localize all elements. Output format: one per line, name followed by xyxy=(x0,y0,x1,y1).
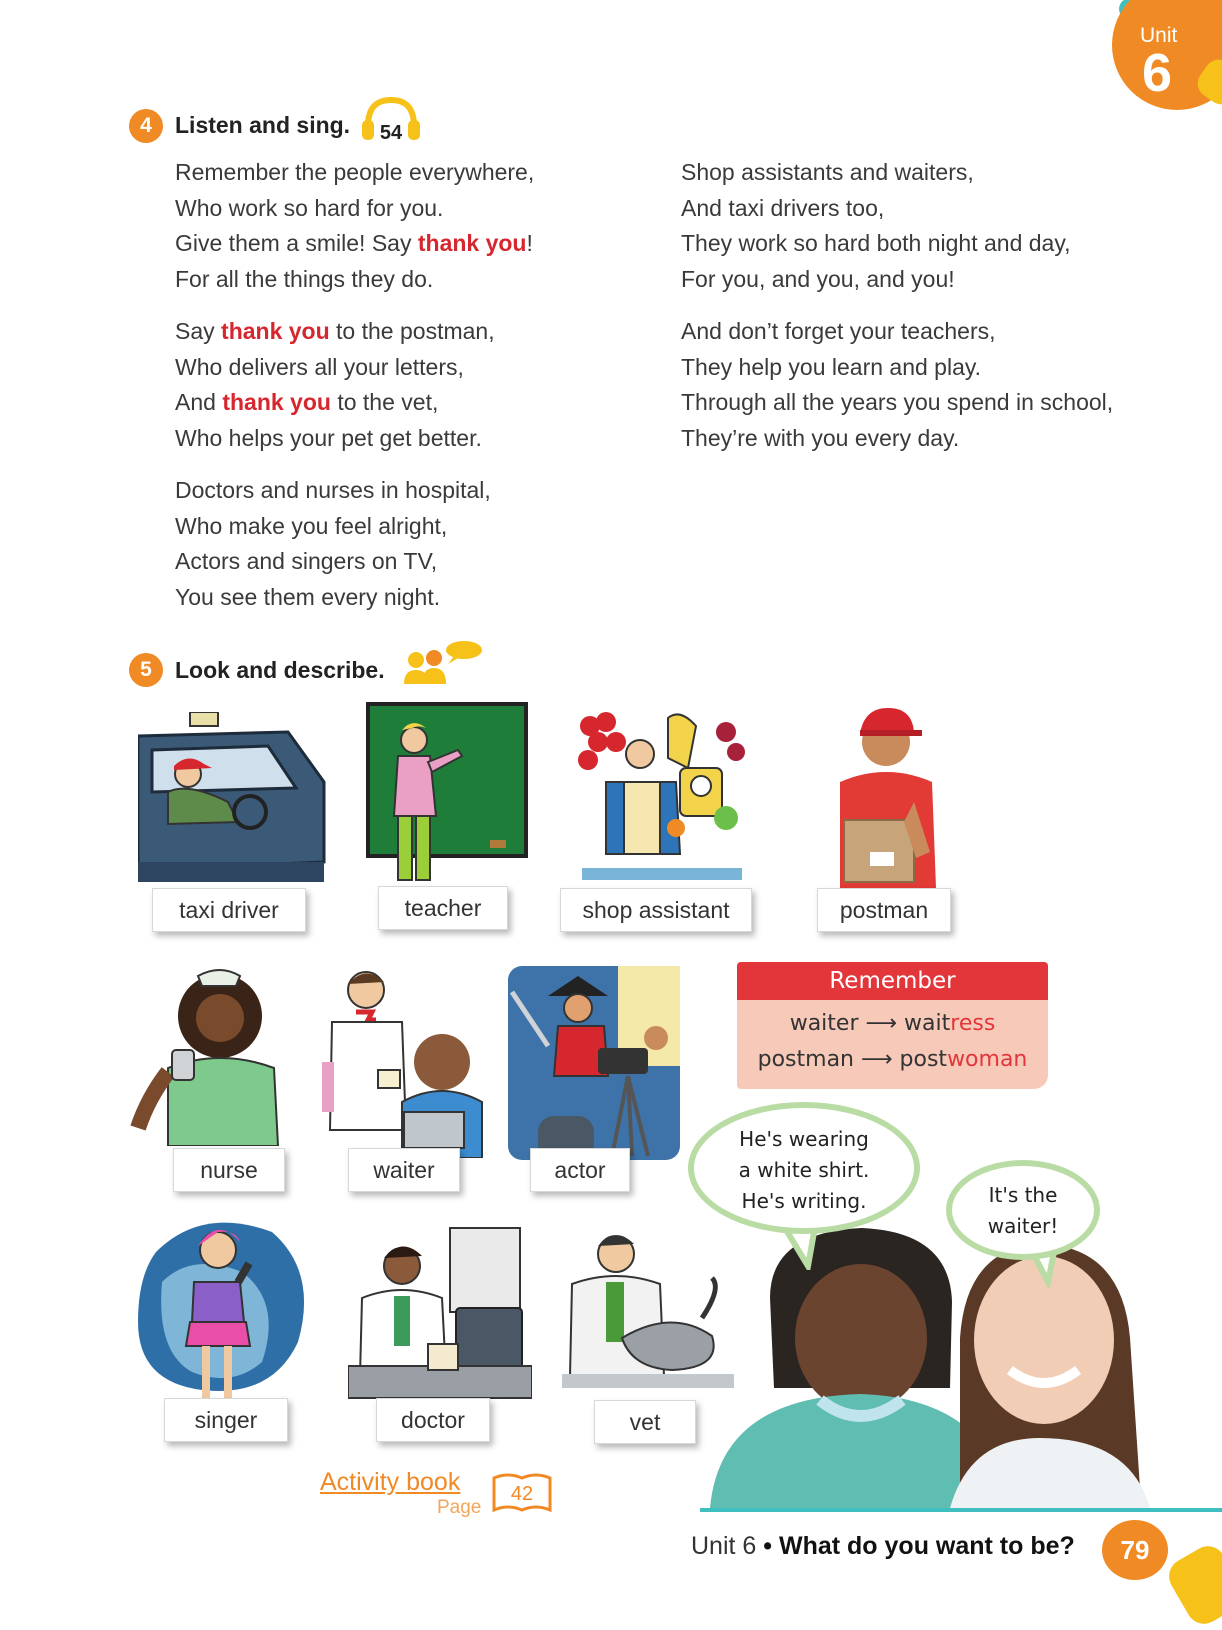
nurse-illustration xyxy=(128,958,294,1146)
song-line: For all the things they do. xyxy=(175,265,434,292)
song-line: Give them a smile! Say thank you! xyxy=(175,230,533,256)
song-line: They’re with you every day. xyxy=(681,424,960,451)
song-line: Who delivers all your letters, xyxy=(175,353,464,380)
song-line: Doctors and nurses in hospital, xyxy=(175,477,491,503)
label-postman: postman xyxy=(817,888,951,932)
label-doctor: doctor xyxy=(376,1398,490,1442)
singer-illustration xyxy=(132,1212,310,1398)
section-5-number: 5 xyxy=(129,653,163,687)
song-line: You see them every night. xyxy=(175,583,441,610)
remember-line-postman: postman ⟶ postwoman xyxy=(757,1047,1028,1072)
remember-title: Remember xyxy=(737,962,1048,1000)
label-shop-assistant: shop assistant xyxy=(560,888,752,932)
song-line: They help you learn and play. xyxy=(681,353,982,380)
song-stanza-3 xyxy=(175,473,615,615)
song-stanza-2 xyxy=(175,314,615,456)
arrow-icon: ⟶ xyxy=(865,1011,898,1036)
song-line: For you, and you, and you! xyxy=(681,265,955,292)
song-line: Say thank you to the postman, xyxy=(175,318,495,344)
pair-talk-icon xyxy=(402,638,484,688)
shop-assistant-illustration xyxy=(576,708,746,884)
speech-bubble-girl: It's the waiter! xyxy=(946,1160,1100,1260)
song-line: Who helps your pet get better. xyxy=(175,424,482,451)
label-teacher: teacher xyxy=(378,886,508,930)
footer-divider xyxy=(700,1508,1222,1512)
label-nurse: nurse xyxy=(173,1148,285,1192)
label-vet: vet xyxy=(594,1400,696,1444)
song-stanza-5 xyxy=(681,314,1161,456)
arrow-icon: ⟶ xyxy=(861,1047,893,1072)
section-5-title: Look and describe. xyxy=(175,657,385,683)
song-line: And don’t forget your teachers, xyxy=(681,318,996,344)
audio-track-number: 54 xyxy=(379,122,403,144)
song-line: And thank you to the vet, xyxy=(175,389,439,415)
remember-box xyxy=(737,962,1048,1089)
page-number: 79 xyxy=(1102,1520,1168,1580)
book-icon xyxy=(492,1470,552,1512)
song-line: Who work so hard for you. xyxy=(175,194,444,221)
song-line: Shop assistants and waiters, xyxy=(681,159,974,185)
song-line: They work so hard both night and day, xyxy=(681,230,1071,256)
vet-illustration xyxy=(562,1218,734,1394)
section-4-title: Listen and sing. xyxy=(175,112,351,138)
actor-illustration xyxy=(508,966,680,1160)
highlight-thank-you: thank you xyxy=(221,318,330,344)
waiter-illustration xyxy=(318,962,486,1158)
unit-label: Unit xyxy=(1140,24,1178,47)
remember-line-waiter: waiter ⟶ waitress xyxy=(789,1011,996,1036)
unit-number: 6 xyxy=(1142,43,1173,103)
postman-illustration xyxy=(804,702,956,888)
song-line: Who make you feel alright, xyxy=(175,512,448,539)
song-line: Through all the years you spend in school, xyxy=(681,389,1114,415)
activity-book-page-number: 42 xyxy=(510,1483,534,1505)
label-singer: singer xyxy=(164,1398,288,1442)
song-stanza-1 xyxy=(175,155,615,297)
highlight-thank-you: thank you xyxy=(417,230,527,256)
speech-bubble-boy: He's wearing a white shirt. He's writing. xyxy=(688,1102,920,1234)
activity-book-link[interactable]: Activity book xyxy=(320,1468,461,1496)
activity-book-page-label: Page xyxy=(437,1497,482,1518)
label-actor: actor xyxy=(530,1148,630,1192)
label-waiter: waiter xyxy=(348,1148,460,1192)
doctor-illustration xyxy=(348,1226,532,1402)
teacher-illustration xyxy=(358,700,530,884)
song-line: Remember the people everywhere, xyxy=(175,159,535,185)
song-line: Actors and singers on TV, xyxy=(175,548,438,574)
decorative-yellow-shape xyxy=(1163,1540,1222,1630)
section-4-number: 4 xyxy=(129,109,163,143)
audio-track-icon[interactable] xyxy=(360,96,422,146)
highlight-thank-you: thank you xyxy=(222,389,331,415)
song-stanza-4 xyxy=(681,155,1161,297)
footer-unit-title: Unit 6 • What do you want to be? xyxy=(691,1532,1075,1560)
taxi-driver-illustration xyxy=(138,712,328,894)
song-line: And taxi drivers too, xyxy=(681,194,885,221)
label-taxi-driver: taxi driver xyxy=(152,888,306,932)
